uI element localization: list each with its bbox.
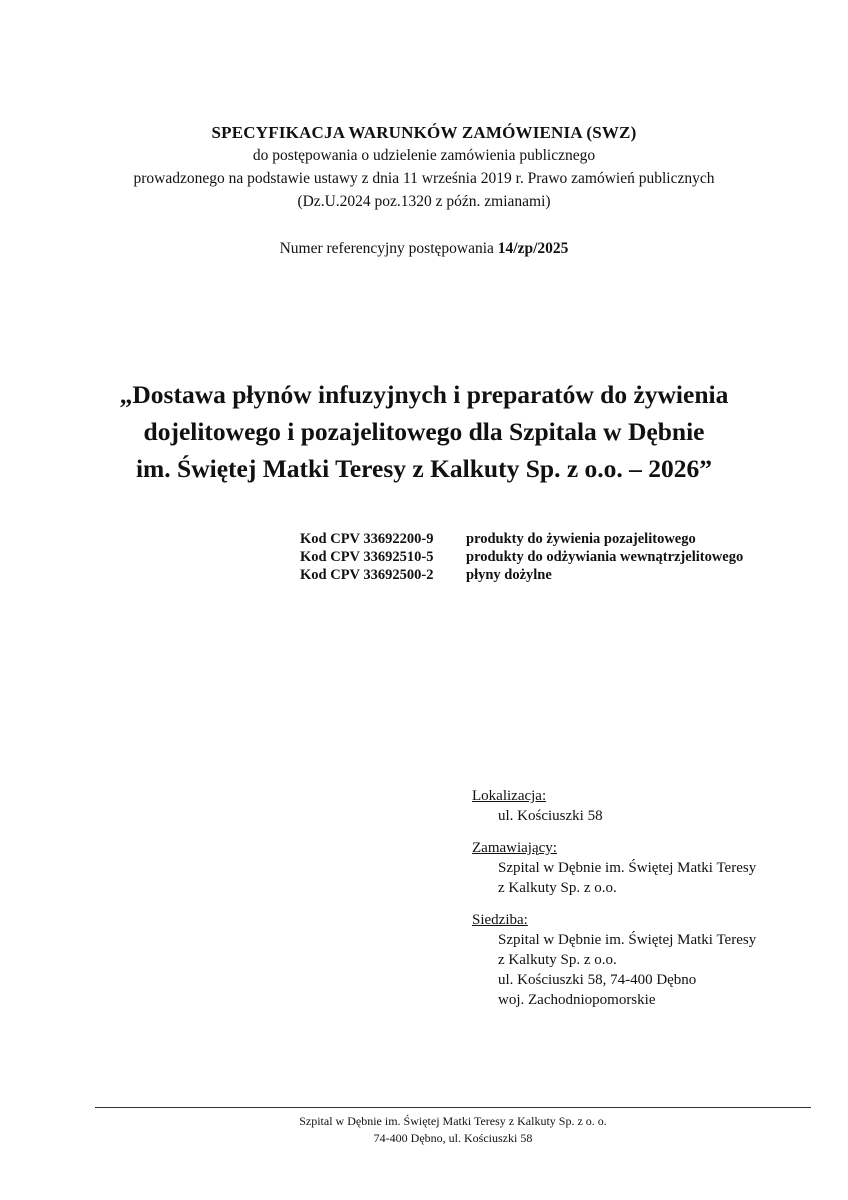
seat-line-2: z Kalkuty Sp. z o.o. (498, 952, 617, 968)
seat-line-3: ul. Kościuszki 58, 74-400 Dębno (498, 972, 697, 988)
cpv-code: Kod CPV 33692200-9 (300, 531, 434, 547)
cpv-code-list (300, 530, 743, 584)
footer-divider (95, 1107, 811, 1108)
footer-line-1: Szpital w Dębnie im. Świętej Matki Teresy z Kalkuty Sp. z o. o. (299, 1114, 607, 1128)
orderer-line-2: z Kalkuty Sp. z o.o. (498, 880, 617, 896)
cpv-row (300, 530, 743, 548)
cpv-code: Kod CPV 33692510-5 (300, 549, 434, 565)
cpv-description: płyny dożylne (466, 567, 552, 583)
orderer-section (472, 838, 756, 898)
document-header (60, 122, 788, 213)
header-line-1: do postępowania o udzielenie zamówienia publicznego (252, 147, 596, 164)
location-value: ul. Kościuszki 58 (498, 808, 603, 824)
cpv-code: Kod CPV 33692500-2 (300, 567, 434, 583)
seat-label: Siedziba: (472, 912, 528, 928)
title-line-1: „Dostawa płynów infuzyjnych i preparatów do żywienia (119, 380, 729, 409)
reference-number-line (60, 240, 788, 258)
location-label: Lokalizacja: (472, 788, 547, 804)
seat-line-4: woj. Zachodniopomorskie (498, 992, 656, 1008)
seat-section (472, 910, 756, 1010)
orderer-line-1: Szpital w Dębnie im. Świętej Matki Teresy (498, 860, 757, 876)
location-section (472, 786, 756, 826)
cpv-row (300, 548, 743, 566)
cpv-row (300, 566, 743, 584)
orderer-label: Zamawiający: (472, 840, 557, 856)
cpv-description: produkty do odżywiania wewnątrzjelitowego (466, 549, 744, 565)
reference-number: 14/zp/2025 (497, 240, 569, 257)
seat-line-1: Szpital w Dębnie im. Świętej Matki Teresy (498, 932, 757, 948)
document-heading: SPECYFIKACJA WARUNKÓW ZAMÓWIENIA (SWZ) (211, 123, 637, 142)
header-line-2: prowadzonego na podstawie ustawy z dnia 11 września 2019 r. Prawo zamówień publicznych (133, 170, 715, 187)
header-line-3: (Dz.U.2024 poz.1320 z późn. zmianami) (297, 193, 551, 210)
title-line-3: im. Świętej Matki Teresy z Kalkuty Sp. z o.o. – 2026” (135, 454, 713, 483)
footer-line-2: 74-400 Dębno, ul. Kościuszki 58 (373, 1131, 533, 1145)
reference-label: Numer referencyjny postępowania (279, 240, 494, 257)
procurement-title (30, 376, 818, 487)
page-footer (95, 1113, 811, 1147)
cpv-description: produkty do żywienia pozajelitowego (466, 531, 696, 547)
contracting-info (472, 786, 756, 1022)
title-line-2: dojelitowego i pozajelitowego dla Szpitala w Dębnie (143, 417, 705, 446)
